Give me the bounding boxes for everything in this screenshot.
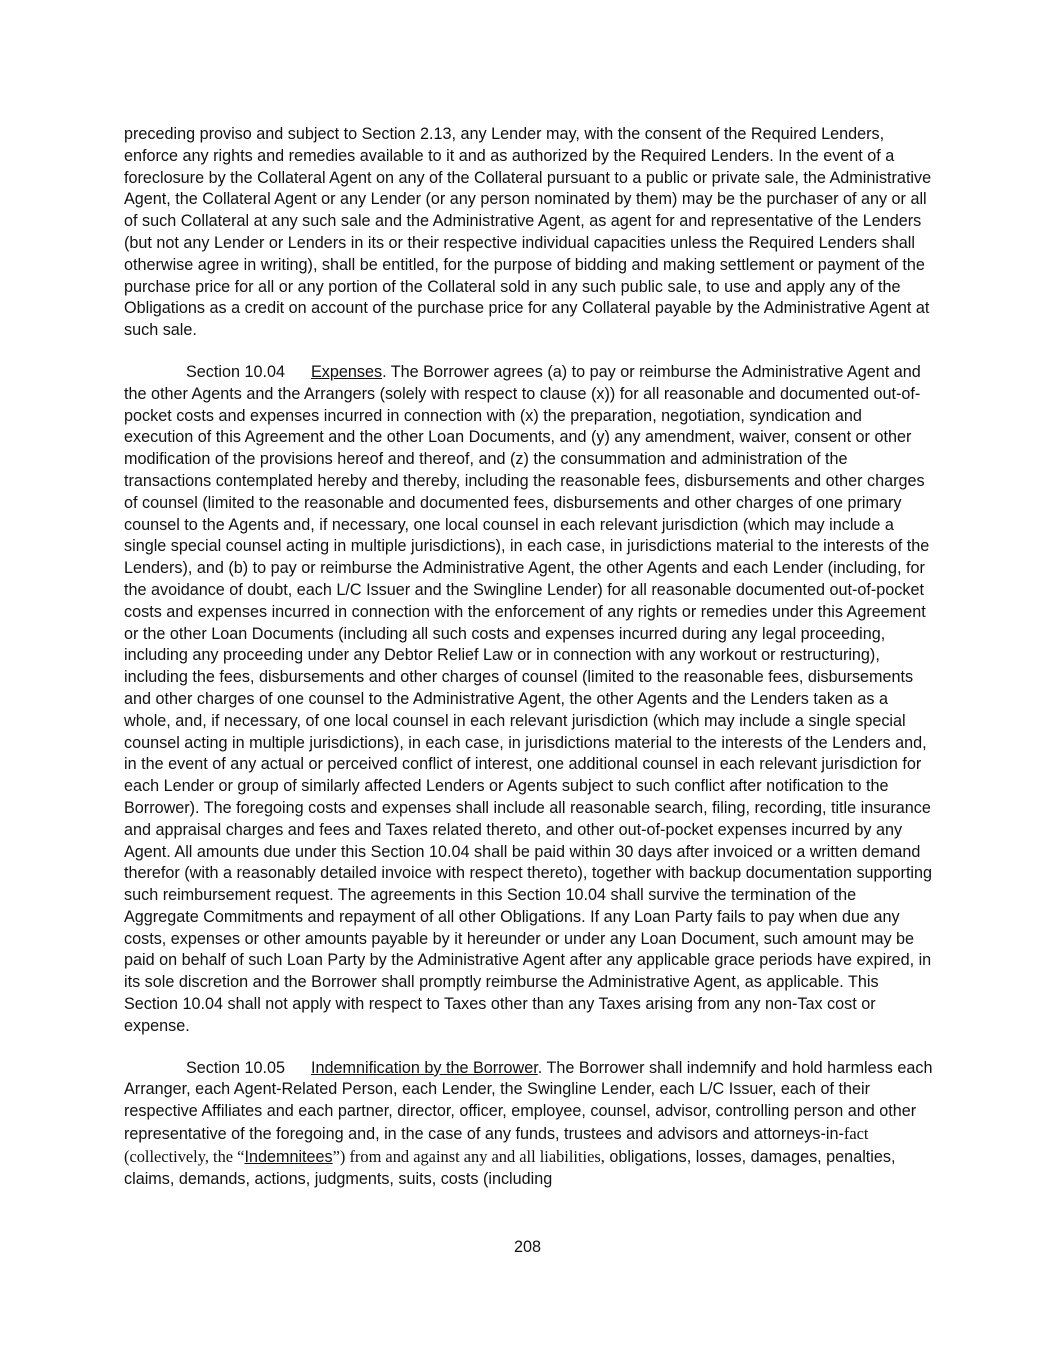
section-body: . The Borrower agrees (a) to pay or reimburse the Administrative Agent and the other Agents and the Arrangers (solely with respect to clause (x)) for all reasonable and documented out-of-pocket costs and expenses incurred in connection with (x) the preparation, negotiation, syndication and execution of this Agreement and the other Loan Documents, and (y) any amendment, waiver, consent or other modification of the provisions hereof and thereof, and (z) the consummation and administration of the transactions contemplated hereby and thereby, including the reasonable fees, disbursements and other charges of counsel (limited to the reasonable and documented fees, disbursements and other charges of one primary counsel to the Agents and, if necessary, one local counsel in each relevant jurisdiction (which may include a single special counsel acting in multiple jurisdictions), in each case, in jurisdictions material to the interests of the Lenders), and (b) to pay or reimburse the Administrative Agent, the other Agents and each Lender (including, for the avoidance of doubt, each L/C Issuer and the Swingline Lender) for all reasonable documented out-of-pocket costs and expenses incurred in connection with the enforcement of any rights or remedies under this Agreement or the other Loan Documents (including all such costs and expenses incurred during any legal proceeding, including any proceeding under any Debtor Relief Law or in connection with any workout or restructuring), including the fees, disbursements and other charges of counsel (limited to the reasonable fees, disbursements and other charges of one counsel to the Administrative Agent, the other Agents and the Lenders taken as a whole, and, if necessary, of one local counsel in each relevant jurisdiction (which may include a single special counsel acting in multiple jurisdictions), in each case, in jurisdictions material to the interests of the Lenders and, in the event of any actual or perceived conflict of interest, one additional counsel in each relevant jurisdiction for each Lender or group of similarly affected Lenders or Agents subject to such conflict after notification to the Borrower). The foregoing costs and expenses shall include all reasonable search, filing, recording, title insurance and appraisal charges and fees and Taxes related thereto, and other out-of-pocket expenses incurred by any Agent. All amounts due under this Section 10.04 shall be paid within 30 days after invoiced or a written demand therefor (with a reasonably detailed invoice with respect thereto), together with backup documentation supporting such reimbursement request. The agreements in this Section 10.04 shall survive the termination of the Aggregate Commitments and repayment of all other Obligations. If any Loan Party fails to pay when due any costs, expenses or other amounts payable by it hereunder or under any Loan Document, such amount may be paid on behalf of such Loan Party by the Administrative Agent after any applicable grace periods have expired, in its sole discretion and the Borrower shall promptly reimburse the Administrative Agent, as applicable. This Section 10.04 shall not apply with respect to Taxes other than any Taxes arising from any non-Tax cost or expense.: [124, 362, 933, 1035]
section-body-serif: ”) from and against any and all liabilities,: [332, 1146, 605, 1166]
section-body: . The Borrower shall indemnify and hold harmless each Arranger, each Agent-Related Person, each Lender, the Swingline Lender, each L/C Issuer, each of their respective Affiliates and each partner, director, officer, employee, counsel, advisor, controlling person and other representative of the foregoing and, in the case of any funds, trustees and advisors and attorneys-in-: [124, 1058, 933, 1144]
section-10-04-paragraph: [124, 362, 934, 1038]
section-body: obligations, losses, damages, penalties, claims, demands, actions, judgments, suits, costs (including: [124, 1147, 896, 1188]
section-body-serif: fact (collectively, the “: [124, 1124, 869, 1166]
paragraph-continuation: preceding proviso and subject to Section 2.13, any Lender may, with the consent of the Required Lenders, enforce any rights and remedies available to it and as authorized by the Required Lenders. In the event of a foreclosure by the Collateral Agent on any of the Collateral pursuant to a public or private sale, the Administrative Agent, the Collateral Agent or any Lender (or any person nominated by them) may be the purchaser of any or all of such Collateral at any such sale and the Administrative Agent, as agent for and representative of the Lenders (but not any Lender or Lenders in its or their respective individual capacities unless the Required Lenders shall otherwise agree in writing), shall be entitled, for the purpose of bidding and making settlement or payment of the purchase price for all or any portion of the Collateral sold in any such public sale, to use and apply any of the Obligations as a credit on account of the purchase price for any Collateral payable by the Administrative Agent at such sale.: [124, 125, 932, 340]
defined-term: Indemnitees: [244, 1147, 333, 1166]
section-number: Section 10.05: [186, 1058, 285, 1077]
section-heading: Expenses: [311, 362, 383, 381]
section-number: Section 10.04: [186, 362, 285, 381]
document-page: [124, 124, 934, 1210]
page-number: 208: [513, 1238, 541, 1256]
section-10-05-paragraph: [124, 1058, 934, 1191]
section-heading: Indemnification by the Borrower: [311, 1058, 538, 1077]
